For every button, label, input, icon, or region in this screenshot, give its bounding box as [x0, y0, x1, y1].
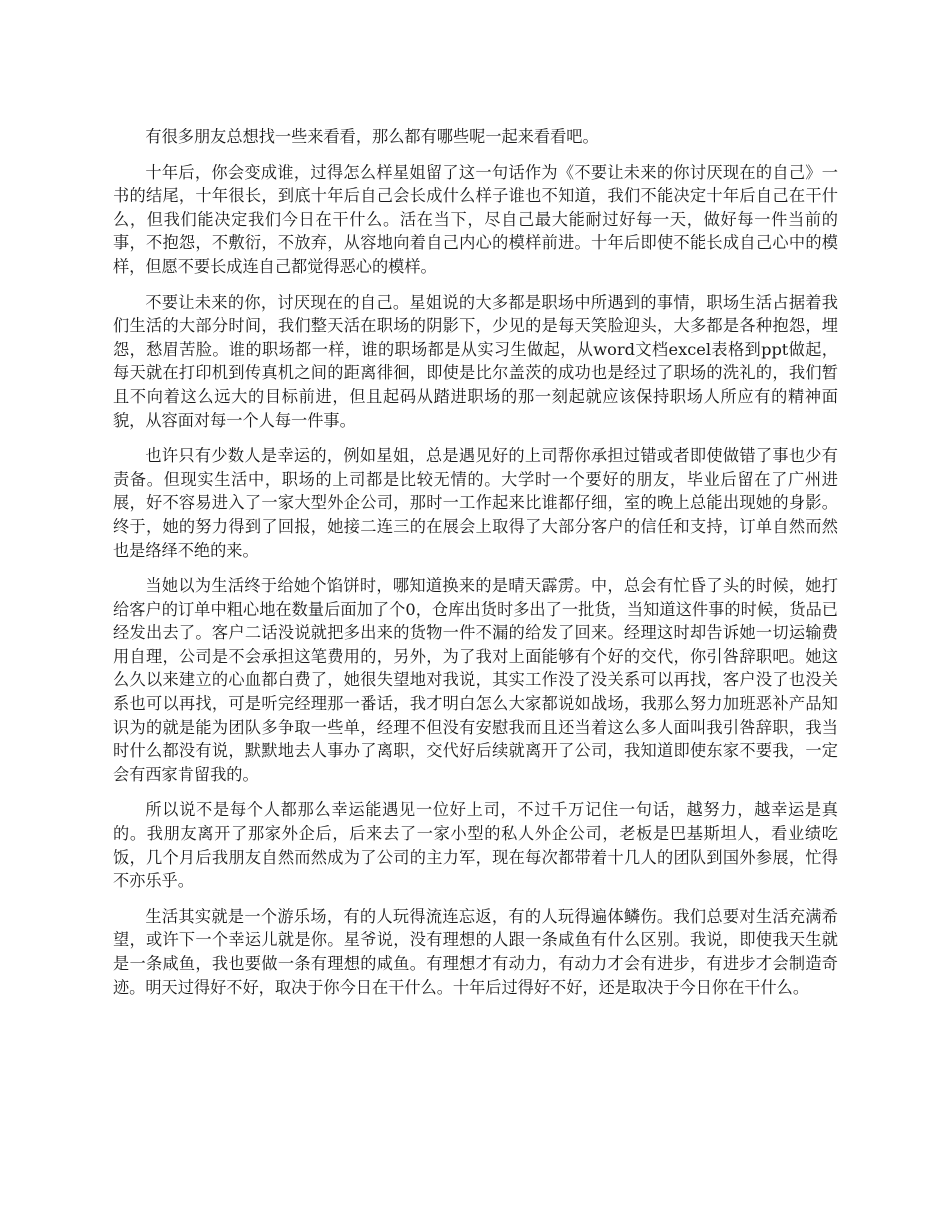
paragraph: 生活其实就是一个游乐场，有的人玩得流连忘返，有的人玩得遍体鳞伤。我们总要对生活充满希望，或许下一个幸运儿就是你。星爷说，没有理想的人跟一条咸鱼有什么区别。我说，即使我天生就是一条咸鱼，我也要做一条有理想的咸鱼。有理想才有动力，有动力才会有进步，有进步才会制造奇迹。明天过得好不好，取决于你今日在干什么。十年后过得好不好，还是取决于今日你在干什么。 [113, 906, 838, 997]
paragraph: 十年后，你会变成谁，过得怎么样星姐留了这一句话作为《不要让未来的你讨厌现在的自己》一书的结尾，十年很长，到底十年后自己会长成什么样子谁也不知道，我们不能决定十年后自己在干什么，但我们能决定我们今日在干什么。活在当下，尽自己最大能耐过好每一天，做好每一件当前的事，不抱怨，不敷衍，不放弃，从容地向着自己内心的模样前进。十年后即使不能长成自己心中的模样，但愿不要长成连自己都觉得恶心的模样。 [113, 162, 838, 276]
paragraph: 有很多朋友总想找一些来看看，那么都有哪些呢一起来看看吧。 [145, 127, 599, 146]
paragraph: 也许只有少数人是幸运的，例如星姐，总是遇见好的上司帮你承担过错或者即使做错了事也少有责备。但现实生活中，职场的上司都是比较无情的。大学时一个要好的朋友，毕业后留在了广州进展，好不容易进入了一家大型外企公司，那时一工作起来比谁都仔细，室的晚上总能出现她的身影。终于，她的努力得到了回报，她接二连三的在展会上取得了大部分客户的信任和支持，订单自然而然也是络绎不绝的来。 [113, 446, 838, 560]
document-body [113, 125, 838, 1011]
paragraph: 当她以为生活终于给她个馅饼时，哪知道换来的是晴天霹雳。中，总会有忙昏了头的时候，她打给客户的订单中粗心地在数量后面加了个0，仓库出货时多出了一批货，当知道这件事的时候，货品已经发出去了。客户二话没说就把多出来的货物一件不漏的给发了回来。经理这时却告诉她一切运输费用自理，公司是不会承担这笔费用的，另外，为了我对上面能够有个好的交代，你引咎辞职吧。她这么久以来建立的心血都白费了，她很失望地对我说，其实工作没了没关系可以再找，客户没了也没关系也可以再找，可是听完经理那一番话，我才明白怎么大家都说如战场，我那么努力加班恶补产品知识为的就是能为团队多争取一些单，经理不但没有安慰我而且还当着这么多人面叫我引咎辞职，我当时什么都没有说，默默地去人事办了离职，交代好后续就离开了公司，我知道即使东家不要我，一定会有西家肯留我的。 [113, 576, 838, 784]
paragraph: 所以说不是每个人都那么幸运能遇见一位好上司，不过千万记住一句话，越努力，越幸运是真的。我朋友离开了那家外企后，后来去了一家小型的私人外企公司，老板是巴基斯坦人，看业绩吃饭，几个月后我朋友自然而然成为了公司的主力军，现在每次都带着十几人的团队到国外参展，忙得不亦乐乎。 [113, 800, 838, 891]
paragraph: 不要让未来的你，讨厌现在的自己。星姐说的大多都是职场中所遇到的事情，职场生活占据着我们生活的大部分时间，我们整天活在职场的阴影下，少见的是每天笑脸迎头，大多都是各种抱怨，埋怨，愁眉苦脸。谁的职场都一样，谁的职场都是从实习生做起，从word文档excel表格到ppt做起，每天就在打印机到传真机之间的距离徘徊，即使是比尔盖茨的成功也是经过了职场的洗礼的，我们暂且不向着这么远大的目标前进，但且起码从踏进职场的那一刻起就应该保持职场人所应有的精神面貌，从容面对每一个人每一件事。 [113, 292, 838, 430]
